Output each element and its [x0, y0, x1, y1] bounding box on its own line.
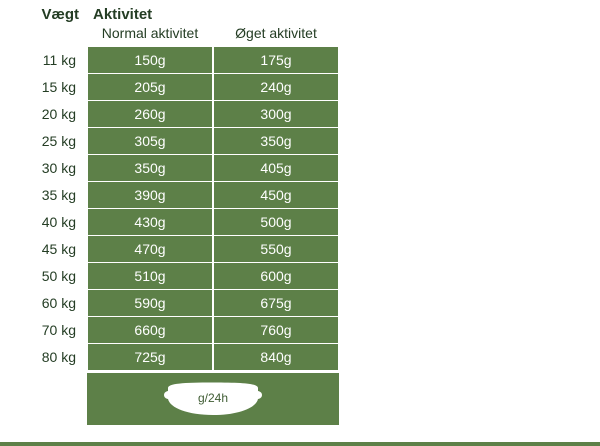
table-header-row-main: [4, 6, 339, 25]
cell-weight: 15 kg: [41, 79, 76, 95]
table-row: [4, 182, 339, 209]
cell-normal-activity: 430g: [87, 209, 213, 236]
cell-normal-activity: 725g: [87, 344, 213, 371]
column-header-activity: Aktivitet: [93, 6, 153, 23]
table-row: [4, 74, 339, 101]
cell-normal-activity: 390g: [87, 182, 213, 209]
cell-weight: 40 kg: [41, 214, 76, 230]
cell-normal-activity: 510g: [87, 263, 213, 290]
cell-normal-activity: 305g: [87, 128, 213, 155]
cell-increased-activity: 240g: [213, 74, 339, 101]
table-row: [4, 101, 339, 128]
table-row: [4, 209, 339, 236]
table-row: [4, 236, 339, 263]
cell-normal-activity: 350g: [87, 155, 213, 182]
cell-weight: 20 kg: [41, 106, 76, 122]
cell-weight: 45 kg: [41, 241, 76, 257]
table-row: [4, 344, 339, 371]
cell-normal-activity: 150g: [87, 47, 213, 74]
cell-increased-activity: 600g: [213, 263, 339, 290]
cell-normal-activity: 660g: [87, 317, 213, 344]
cell-increased-activity: 550g: [213, 236, 339, 263]
cell-weight: 50 kg: [41, 268, 76, 284]
column-header-normal-activity: Normal aktivitet: [101, 25, 199, 41]
cell-weight: 30 kg: [41, 160, 76, 176]
cell-normal-activity: 260g: [87, 101, 213, 128]
cell-increased-activity: 840g: [213, 344, 339, 371]
cell-increased-activity: 450g: [213, 182, 339, 209]
cell-increased-activity: 675g: [213, 290, 339, 317]
cell-weight: 70 kg: [41, 322, 76, 338]
cell-weight: 80 kg: [41, 349, 76, 365]
table-header: [4, 6, 339, 47]
table-body: [4, 47, 339, 425]
cell-increased-activity: 350g: [213, 128, 339, 155]
cell-normal-activity: 205g: [87, 74, 213, 101]
cell-increased-activity: 500g: [213, 209, 339, 236]
table-header-row-sub: [4, 25, 339, 47]
cell-weight: 35 kg: [41, 187, 76, 203]
feeding-guide-table: [4, 6, 340, 425]
table-row: [4, 263, 339, 290]
footer-spacer: [4, 371, 87, 426]
cell-increased-activity: 405g: [213, 155, 339, 182]
table-row: [4, 317, 339, 344]
cell-weight: 11 kg: [42, 52, 76, 69]
table-row: [4, 155, 339, 182]
table-footer-row: [4, 371, 339, 426]
cell-normal-activity: 590g: [87, 290, 213, 317]
table-row: [4, 290, 339, 317]
feeding-table-page: [0, 6, 600, 446]
food-bowl-icon: [158, 382, 268, 416]
table-row: [4, 47, 339, 74]
column-header-increased-activity: Øget aktivitet: [235, 25, 317, 41]
cell-weight: 25 kg: [41, 133, 76, 149]
column-header-spacer: [4, 25, 87, 47]
bottom-divider: [0, 442, 600, 446]
cell-increased-activity: 175g: [213, 47, 339, 74]
footer-band: [87, 371, 339, 425]
cell-increased-activity: 760g: [213, 317, 339, 344]
column-header-weight: Vægt: [41, 6, 79, 23]
table-row: [4, 128, 339, 155]
footer-unit-band: [87, 371, 339, 426]
cell-weight: 60 kg: [41, 295, 76, 311]
cell-normal-activity: 470g: [87, 236, 213, 263]
footer-unit-label: g/24h: [197, 391, 229, 405]
cell-increased-activity: 300g: [213, 101, 339, 128]
